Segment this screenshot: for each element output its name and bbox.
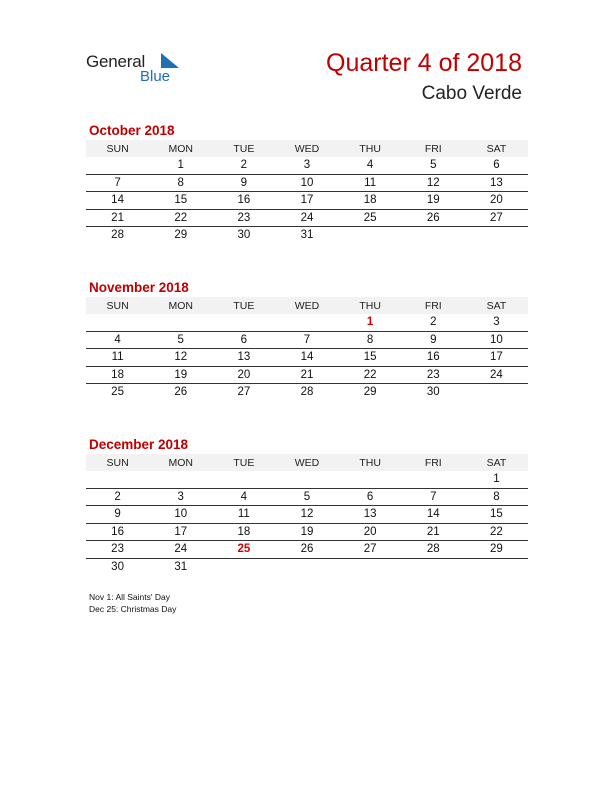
weekday-header: SAT xyxy=(465,140,528,157)
day-cell: 25 xyxy=(339,209,402,227)
week-row xyxy=(86,523,528,541)
week-row xyxy=(86,209,528,227)
day-cell: 22 xyxy=(339,366,402,384)
day-cell: 1 xyxy=(339,314,402,331)
day-cell: 4 xyxy=(339,157,402,174)
day-cell: 4 xyxy=(86,331,149,349)
day-cell: 22 xyxy=(465,523,528,541)
empty-day-cell xyxy=(149,314,212,331)
empty-day-cell xyxy=(275,558,338,575)
day-cell: 29 xyxy=(465,541,528,559)
day-cell: 24 xyxy=(275,209,338,227)
day-cell: 9 xyxy=(86,506,149,524)
day-cell: 2 xyxy=(86,488,149,506)
weekday-header: THU xyxy=(339,454,402,471)
day-cell: 19 xyxy=(402,192,465,210)
day-cell: 17 xyxy=(149,523,212,541)
day-cell: 7 xyxy=(275,331,338,349)
day-cell: 3 xyxy=(275,157,338,174)
week-row xyxy=(86,488,528,506)
day-cell: 16 xyxy=(402,349,465,367)
day-cell: 25 xyxy=(212,541,275,559)
empty-day-cell xyxy=(402,471,465,488)
day-cell: 1 xyxy=(465,471,528,488)
day-cell: 26 xyxy=(275,541,338,559)
day-cell: 14 xyxy=(275,349,338,367)
generalblue-logo xyxy=(86,50,196,90)
week-row xyxy=(86,314,528,331)
weekday-header: THU xyxy=(339,140,402,157)
day-cell: 9 xyxy=(402,331,465,349)
week-row xyxy=(86,331,528,349)
weekday-header: TUE xyxy=(212,454,275,471)
day-cell: 13 xyxy=(212,349,275,367)
day-cell: 30 xyxy=(237,229,251,242)
day-cell: 19 xyxy=(275,523,338,541)
weekday-header: MON xyxy=(149,140,212,157)
week-row xyxy=(86,157,528,174)
day-cell: 18 xyxy=(212,523,275,541)
day-cell: 6 xyxy=(465,157,528,174)
day-cell: 7 xyxy=(86,174,149,192)
weekday-header: MON xyxy=(149,454,212,471)
day-cell: 16 xyxy=(212,192,275,210)
day-cell: 30 xyxy=(111,560,124,573)
weekday-header: TUE xyxy=(212,297,275,314)
day-cell: 21 xyxy=(275,366,338,384)
week-row xyxy=(86,384,528,401)
weekday-header: FRI xyxy=(402,140,465,157)
day-cell: 5 xyxy=(149,331,212,349)
empty-day-cell xyxy=(86,314,149,331)
day-cell: 20 xyxy=(465,192,528,210)
day-cell: 10 xyxy=(465,331,528,349)
logo-general-text: General xyxy=(86,52,146,71)
day-cell: 28 xyxy=(111,229,124,242)
day-cell: 17 xyxy=(465,349,528,367)
week-row xyxy=(86,366,528,384)
week-row xyxy=(86,227,528,244)
empty-day-cell xyxy=(402,558,465,575)
day-cell: 4 xyxy=(212,488,275,506)
empty-day-cell xyxy=(212,314,275,331)
day-cell: 18 xyxy=(86,366,149,384)
empty-day-cell xyxy=(402,227,465,244)
day-cell: 14 xyxy=(402,506,465,524)
day-cell: 26 xyxy=(174,386,188,399)
month-title: October 2018 xyxy=(89,123,175,138)
day-cell: 2 xyxy=(402,314,465,331)
day-cell: 23 xyxy=(402,366,465,384)
day-cell: 27 xyxy=(339,541,402,559)
weekday-header: THU xyxy=(339,297,402,314)
day-cell: 25 xyxy=(111,386,124,399)
day-cell: 10 xyxy=(149,506,212,524)
day-cell: 22 xyxy=(149,209,212,227)
week-row xyxy=(86,471,528,488)
month-calendar-grid xyxy=(86,454,528,575)
weekday-header-row xyxy=(86,297,528,314)
logo-blue-text: Blue xyxy=(140,68,171,85)
day-cell: 27 xyxy=(465,209,528,227)
week-row xyxy=(86,174,528,192)
country-name: Cabo Verde xyxy=(421,83,522,104)
day-cell: 24 xyxy=(149,541,212,559)
day-cell: 21 xyxy=(86,209,149,227)
page-title: Quarter 4 of 2018 xyxy=(326,49,522,77)
weekday-header: MON xyxy=(149,297,212,314)
day-cell: 5 xyxy=(275,488,338,506)
day-cell: 12 xyxy=(149,349,212,367)
empty-day-cell xyxy=(465,558,528,575)
week-row xyxy=(86,541,528,559)
day-cell: 10 xyxy=(275,174,338,192)
month-title: December 2018 xyxy=(89,437,189,452)
day-cell: 29 xyxy=(174,229,188,242)
month-november xyxy=(86,279,528,401)
holiday-note: Nov 1: All Saints' Day xyxy=(89,592,170,602)
empty-day-cell xyxy=(149,471,212,488)
day-cell: 16 xyxy=(86,523,149,541)
day-cell: 6 xyxy=(339,488,402,506)
month-october xyxy=(86,122,528,244)
day-cell: 27 xyxy=(237,386,251,399)
holiday-note: Dec 25: Christmas Day xyxy=(89,604,177,614)
weekday-header: FRI xyxy=(402,297,465,314)
month-calendar-grid xyxy=(86,140,528,244)
day-cell: 31 xyxy=(174,560,188,573)
empty-day-cell xyxy=(465,227,528,244)
day-cell: 30 xyxy=(426,386,440,399)
weekday-header: SUN xyxy=(86,140,149,157)
empty-day-cell xyxy=(275,471,338,488)
weekday-header: FRI xyxy=(402,454,465,471)
day-cell: 3 xyxy=(465,314,528,331)
weekday-header-row xyxy=(86,454,528,471)
day-cell: 13 xyxy=(339,506,402,524)
weekday-header: SAT xyxy=(465,454,528,471)
day-cell: 7 xyxy=(402,488,465,506)
empty-day-cell xyxy=(212,471,275,488)
week-row xyxy=(86,558,528,575)
week-row xyxy=(86,349,528,367)
day-cell: 11 xyxy=(86,349,149,367)
month-title: November 2018 xyxy=(89,280,189,295)
day-cell: 31 xyxy=(300,229,314,242)
weekday-header: SUN xyxy=(86,454,149,471)
week-row xyxy=(86,506,528,524)
weekday-header: WED xyxy=(275,454,338,471)
day-cell: 1 xyxy=(149,157,212,174)
day-cell: 20 xyxy=(212,366,275,384)
day-cell: 8 xyxy=(149,174,212,192)
day-cell: 5 xyxy=(402,157,465,174)
day-cell: 11 xyxy=(212,506,275,524)
day-cell: 23 xyxy=(86,541,149,559)
day-cell: 3 xyxy=(149,488,212,506)
day-cell: 15 xyxy=(465,506,528,524)
empty-day-cell xyxy=(212,558,275,575)
empty-day-cell xyxy=(465,384,528,401)
day-cell: 12 xyxy=(275,506,338,524)
day-cell: 28 xyxy=(402,541,465,559)
weekday-header: SUN xyxy=(86,297,149,314)
day-cell: 8 xyxy=(465,488,528,506)
day-cell: 6 xyxy=(212,331,275,349)
logo-triangle-icon xyxy=(161,53,179,69)
day-cell: 21 xyxy=(402,523,465,541)
day-cell: 13 xyxy=(465,174,528,192)
day-cell: 15 xyxy=(149,192,212,210)
holiday-notes xyxy=(89,591,176,615)
month-december xyxy=(86,436,528,575)
day-cell: 18 xyxy=(339,192,402,210)
day-cell: 24 xyxy=(465,366,528,384)
empty-day-cell xyxy=(275,314,338,331)
day-cell: 29 xyxy=(363,386,377,399)
day-cell: 12 xyxy=(402,174,465,192)
day-cell: 2 xyxy=(212,157,275,174)
week-row xyxy=(86,192,528,210)
day-cell: 8 xyxy=(339,331,402,349)
weekday-header: TUE xyxy=(212,140,275,157)
empty-day-cell xyxy=(86,157,149,174)
weekday-header: SAT xyxy=(465,297,528,314)
day-cell: 20 xyxy=(339,523,402,541)
day-cell: 9 xyxy=(212,174,275,192)
weekday-header-row xyxy=(86,140,528,157)
day-cell: 11 xyxy=(339,174,402,192)
day-cell: 23 xyxy=(212,209,275,227)
empty-day-cell xyxy=(339,558,402,575)
weekday-header: WED xyxy=(275,140,338,157)
empty-day-cell xyxy=(86,471,149,488)
day-cell: 14 xyxy=(86,192,149,210)
empty-day-cell xyxy=(339,471,402,488)
weekday-header: WED xyxy=(275,297,338,314)
day-cell: 19 xyxy=(149,366,212,384)
empty-day-cell xyxy=(339,227,402,244)
day-cell: 17 xyxy=(275,192,338,210)
day-cell: 15 xyxy=(339,349,402,367)
day-cell: 28 xyxy=(300,386,314,399)
month-calendar-grid xyxy=(86,297,528,401)
day-cell: 26 xyxy=(402,209,465,227)
